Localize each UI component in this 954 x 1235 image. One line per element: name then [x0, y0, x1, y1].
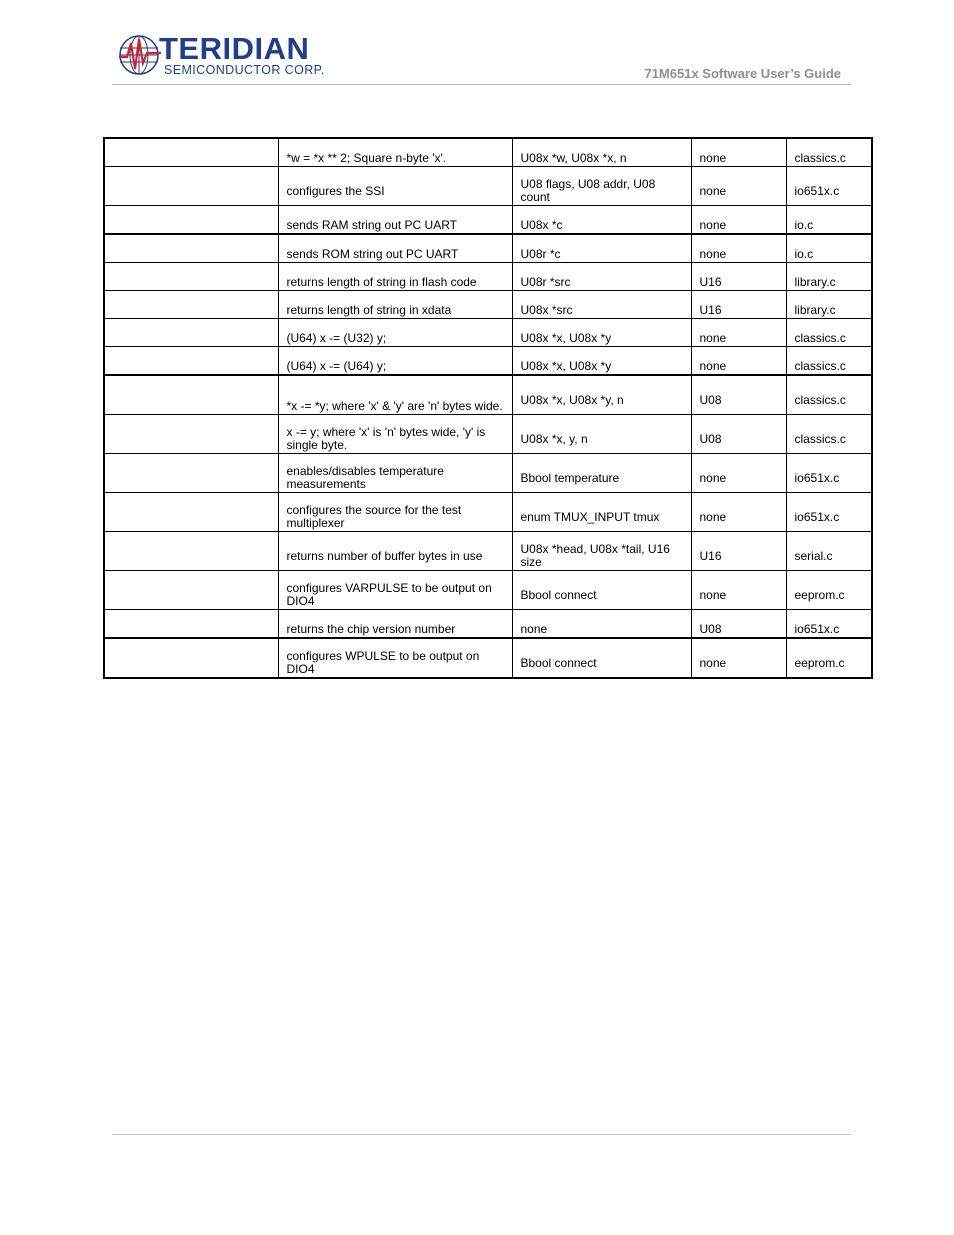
parameters-cell-text: U08x *c [520, 218, 563, 232]
function-table-body [104, 138, 872, 678]
parameters-cell [512, 493, 691, 532]
description-cell-text: returns length of string in flash code [286, 275, 477, 289]
function-name-cell [104, 415, 278, 454]
table-row [104, 571, 872, 610]
parameters-cell-text: Bbool connect [520, 656, 597, 670]
source-file-cell [786, 206, 872, 235]
function-name-cell [104, 234, 278, 263]
source-file-cell-text: serial.c [794, 549, 833, 563]
parameters-cell [512, 415, 691, 454]
return-type-cell [691, 638, 786, 678]
return-type-cell-text: none [699, 218, 727, 232]
source-file-cell [786, 454, 872, 493]
source-file-cell-text: io.c [794, 218, 814, 232]
parameters-cell-text: U08x *x, U08x *y [520, 359, 612, 373]
globe-waveform-icon [117, 33, 163, 77]
document-title: 71M651x Software User’s Guide [644, 66, 841, 81]
table-row [104, 532, 872, 571]
parameters-cell [512, 167, 691, 206]
source-file-cell-text: io651x.c [794, 184, 840, 198]
return-type-cell [691, 375, 786, 415]
description-cell-text: configures WPULSE to be output on DIO4 [286, 649, 480, 676]
source-file-cell [786, 375, 872, 415]
function-name-cell-text [113, 232, 270, 233]
return-type-cell-text: U08 [699, 622, 722, 636]
description-cell [278, 291, 512, 319]
return-type-cell-text: none [699, 656, 727, 670]
return-type-cell [691, 415, 786, 454]
source-file-cell-text: io651x.c [794, 471, 840, 485]
description-cell-text: *x -= *y; where 'x' & 'y' are 'n' bytes wide. [286, 399, 503, 413]
return-type-cell-text: none [699, 247, 727, 261]
return-type-cell [691, 206, 786, 235]
return-type-cell-text: none [699, 510, 727, 524]
parameters-cell-text: U08 flags, U08 addr, U08 count [520, 177, 656, 204]
function-name-cell [104, 454, 278, 493]
source-file-cell-text: library.c [794, 275, 836, 289]
function-name-cell [104, 532, 278, 571]
source-file-cell-text: io651x.c [794, 510, 840, 524]
parameters-cell [512, 291, 691, 319]
function-name-cell [104, 206, 278, 235]
description-cell [278, 571, 512, 610]
description-cell [278, 167, 512, 206]
return-type-cell-text: none [699, 184, 727, 198]
description-cell [278, 263, 512, 291]
table-row [104, 415, 872, 454]
header-rule [112, 84, 851, 85]
return-type-cell-text: U16 [699, 303, 722, 317]
source-file-cell-text: eeprom.c [794, 588, 845, 602]
parameters-cell-text: U08x *w, U08x *x, n [520, 151, 627, 165]
parameters-cell [512, 206, 691, 235]
source-file-cell [786, 493, 872, 532]
description-cell [278, 415, 512, 454]
description-cell-text: sends ROM string out PC UART [286, 247, 459, 261]
source-file-cell-text: classics.c [794, 359, 846, 373]
return-type-cell [691, 532, 786, 571]
source-file-cell [786, 532, 872, 571]
return-type-cell-text: none [699, 359, 727, 373]
table-row [104, 319, 872, 347]
return-type-cell [691, 167, 786, 206]
function-name-cell [104, 638, 278, 678]
table-row [104, 291, 872, 319]
function-name-cell [104, 167, 278, 206]
return-type-cell [691, 319, 786, 347]
source-file-cell [786, 415, 872, 454]
return-type-cell-text: none [699, 588, 727, 602]
source-file-cell-text: classics.c [794, 331, 846, 345]
description-cell [278, 206, 512, 235]
description-cell-text: (U64) x -= (U64) y; [286, 359, 387, 373]
description-cell [278, 610, 512, 639]
table-row [104, 206, 872, 235]
description-cell [278, 493, 512, 532]
description-cell-text: configures the source for the test multiplexer [286, 503, 462, 530]
source-file-cell [786, 167, 872, 206]
parameters-cell-text: U08x *x, U08x *y, n [520, 393, 624, 407]
source-file-cell [786, 610, 872, 639]
parameters-cell-text: none [520, 622, 548, 636]
parameters-cell [512, 319, 691, 347]
description-cell-text: x -= y; where 'x' is 'n' bytes wide, 'y' is single byte. [286, 425, 486, 452]
parameters-cell [512, 454, 691, 493]
function-name-cell [104, 319, 278, 347]
return-type-cell [691, 571, 786, 610]
return-type-cell-text: U08 [699, 393, 722, 407]
return-type-cell-text: none [699, 471, 727, 485]
table-row [104, 638, 872, 678]
source-file-cell-text: library.c [794, 303, 836, 317]
description-cell [278, 638, 512, 678]
parameters-cell [512, 138, 691, 167]
table-row [104, 138, 872, 167]
description-cell-text: returns length of string in xdata [286, 303, 452, 317]
description-cell-text: configures VARPULSE to be output on DIO4 [286, 581, 492, 608]
parameters-cell-text: enum TMUX_INPUT tmux [520, 510, 660, 524]
table-row [104, 375, 872, 415]
return-type-cell [691, 610, 786, 639]
source-file-cell-text: io.c [794, 247, 814, 261]
description-cell [278, 347, 512, 376]
parameters-cell-text: Bbool temperature [520, 471, 620, 485]
table-row [104, 610, 872, 639]
parameters-cell-text: Bbool connect [520, 588, 597, 602]
description-cell [278, 319, 512, 347]
parameters-cell [512, 638, 691, 678]
parameters-cell [512, 532, 691, 571]
function-name-cell [104, 571, 278, 610]
return-type-cell [691, 347, 786, 376]
description-cell-text: *w = *x ** 2; Square n-byte 'x'. [286, 151, 447, 165]
function-name-cell [104, 610, 278, 639]
parameters-cell [512, 571, 691, 610]
description-cell-text: returns number of buffer bytes in use [286, 549, 483, 563]
source-file-cell [786, 347, 872, 376]
function-name-cell-text [113, 636, 270, 637]
source-file-cell [786, 638, 872, 678]
parameters-cell [512, 610, 691, 639]
return-type-cell [691, 263, 786, 291]
function-name-cell [104, 493, 278, 532]
source-file-cell [786, 319, 872, 347]
table-row [104, 263, 872, 291]
return-type-cell [691, 234, 786, 263]
parameters-cell-text: U08r *src [520, 275, 571, 289]
source-file-cell-text: io651x.c [794, 622, 840, 636]
description-cell [278, 234, 512, 263]
parameters-cell [512, 375, 691, 415]
description-cell-text: enables/disables temperature measurements [286, 464, 444, 491]
source-file-cell-text: classics.c [794, 151, 846, 165]
parameters-cell [512, 234, 691, 263]
description-cell-text: configures the SSI [286, 184, 385, 198]
source-file-cell-text: eeprom.c [794, 656, 845, 670]
logo-subtitle: SEMICONDUCTOR CORP. [164, 63, 325, 77]
source-file-cell-text: classics.c [794, 432, 846, 446]
table-row [104, 493, 872, 532]
return-type-cell [691, 138, 786, 167]
parameters-cell-text: U08x *head, U08x *tail, U16 size [520, 542, 670, 569]
parameters-cell [512, 263, 691, 291]
return-type-cell-text: none [699, 151, 727, 165]
function-name-cell-text [113, 373, 270, 374]
return-type-cell-text: none [699, 331, 727, 345]
parameters-cell [512, 347, 691, 376]
parameters-cell-text: U08x *x, y, n [520, 432, 588, 446]
description-cell-text: returns the chip version number [286, 622, 456, 636]
source-file-cell [786, 138, 872, 167]
description-cell-text: (U64) x -= (U32) y; [286, 331, 387, 345]
description-cell [278, 375, 512, 415]
table-row [104, 347, 872, 376]
parameters-cell-text: U08r *c [520, 247, 561, 261]
function-table [103, 137, 873, 679]
table-row [104, 167, 872, 206]
description-cell-text: sends RAM string out PC UART [286, 218, 458, 232]
footer-rule [112, 1134, 851, 1135]
parameters-cell-text: U08x *x, U08x *y [520, 331, 612, 345]
table-row [104, 234, 872, 263]
logo-wordmark: TERIDIAN [159, 31, 310, 66]
return-type-cell [691, 454, 786, 493]
return-type-cell-text: U08 [699, 432, 722, 446]
function-name-cell [104, 375, 278, 415]
source-file-cell [786, 291, 872, 319]
function-name-cell [104, 347, 278, 376]
teridian-logo [117, 31, 325, 77]
return-type-cell-text: U16 [699, 549, 722, 563]
source-file-cell [786, 263, 872, 291]
return-type-cell [691, 291, 786, 319]
return-type-cell [691, 493, 786, 532]
parameters-cell-text: U08x *src [520, 303, 573, 317]
table-row [104, 454, 872, 493]
function-name-cell [104, 263, 278, 291]
description-cell [278, 138, 512, 167]
function-name-cell [104, 138, 278, 167]
source-file-cell [786, 234, 872, 263]
source-file-cell [786, 571, 872, 610]
description-cell [278, 454, 512, 493]
description-cell [278, 532, 512, 571]
source-file-cell-text: classics.c [794, 393, 846, 407]
function-name-cell [104, 291, 278, 319]
return-type-cell-text: U16 [699, 275, 722, 289]
